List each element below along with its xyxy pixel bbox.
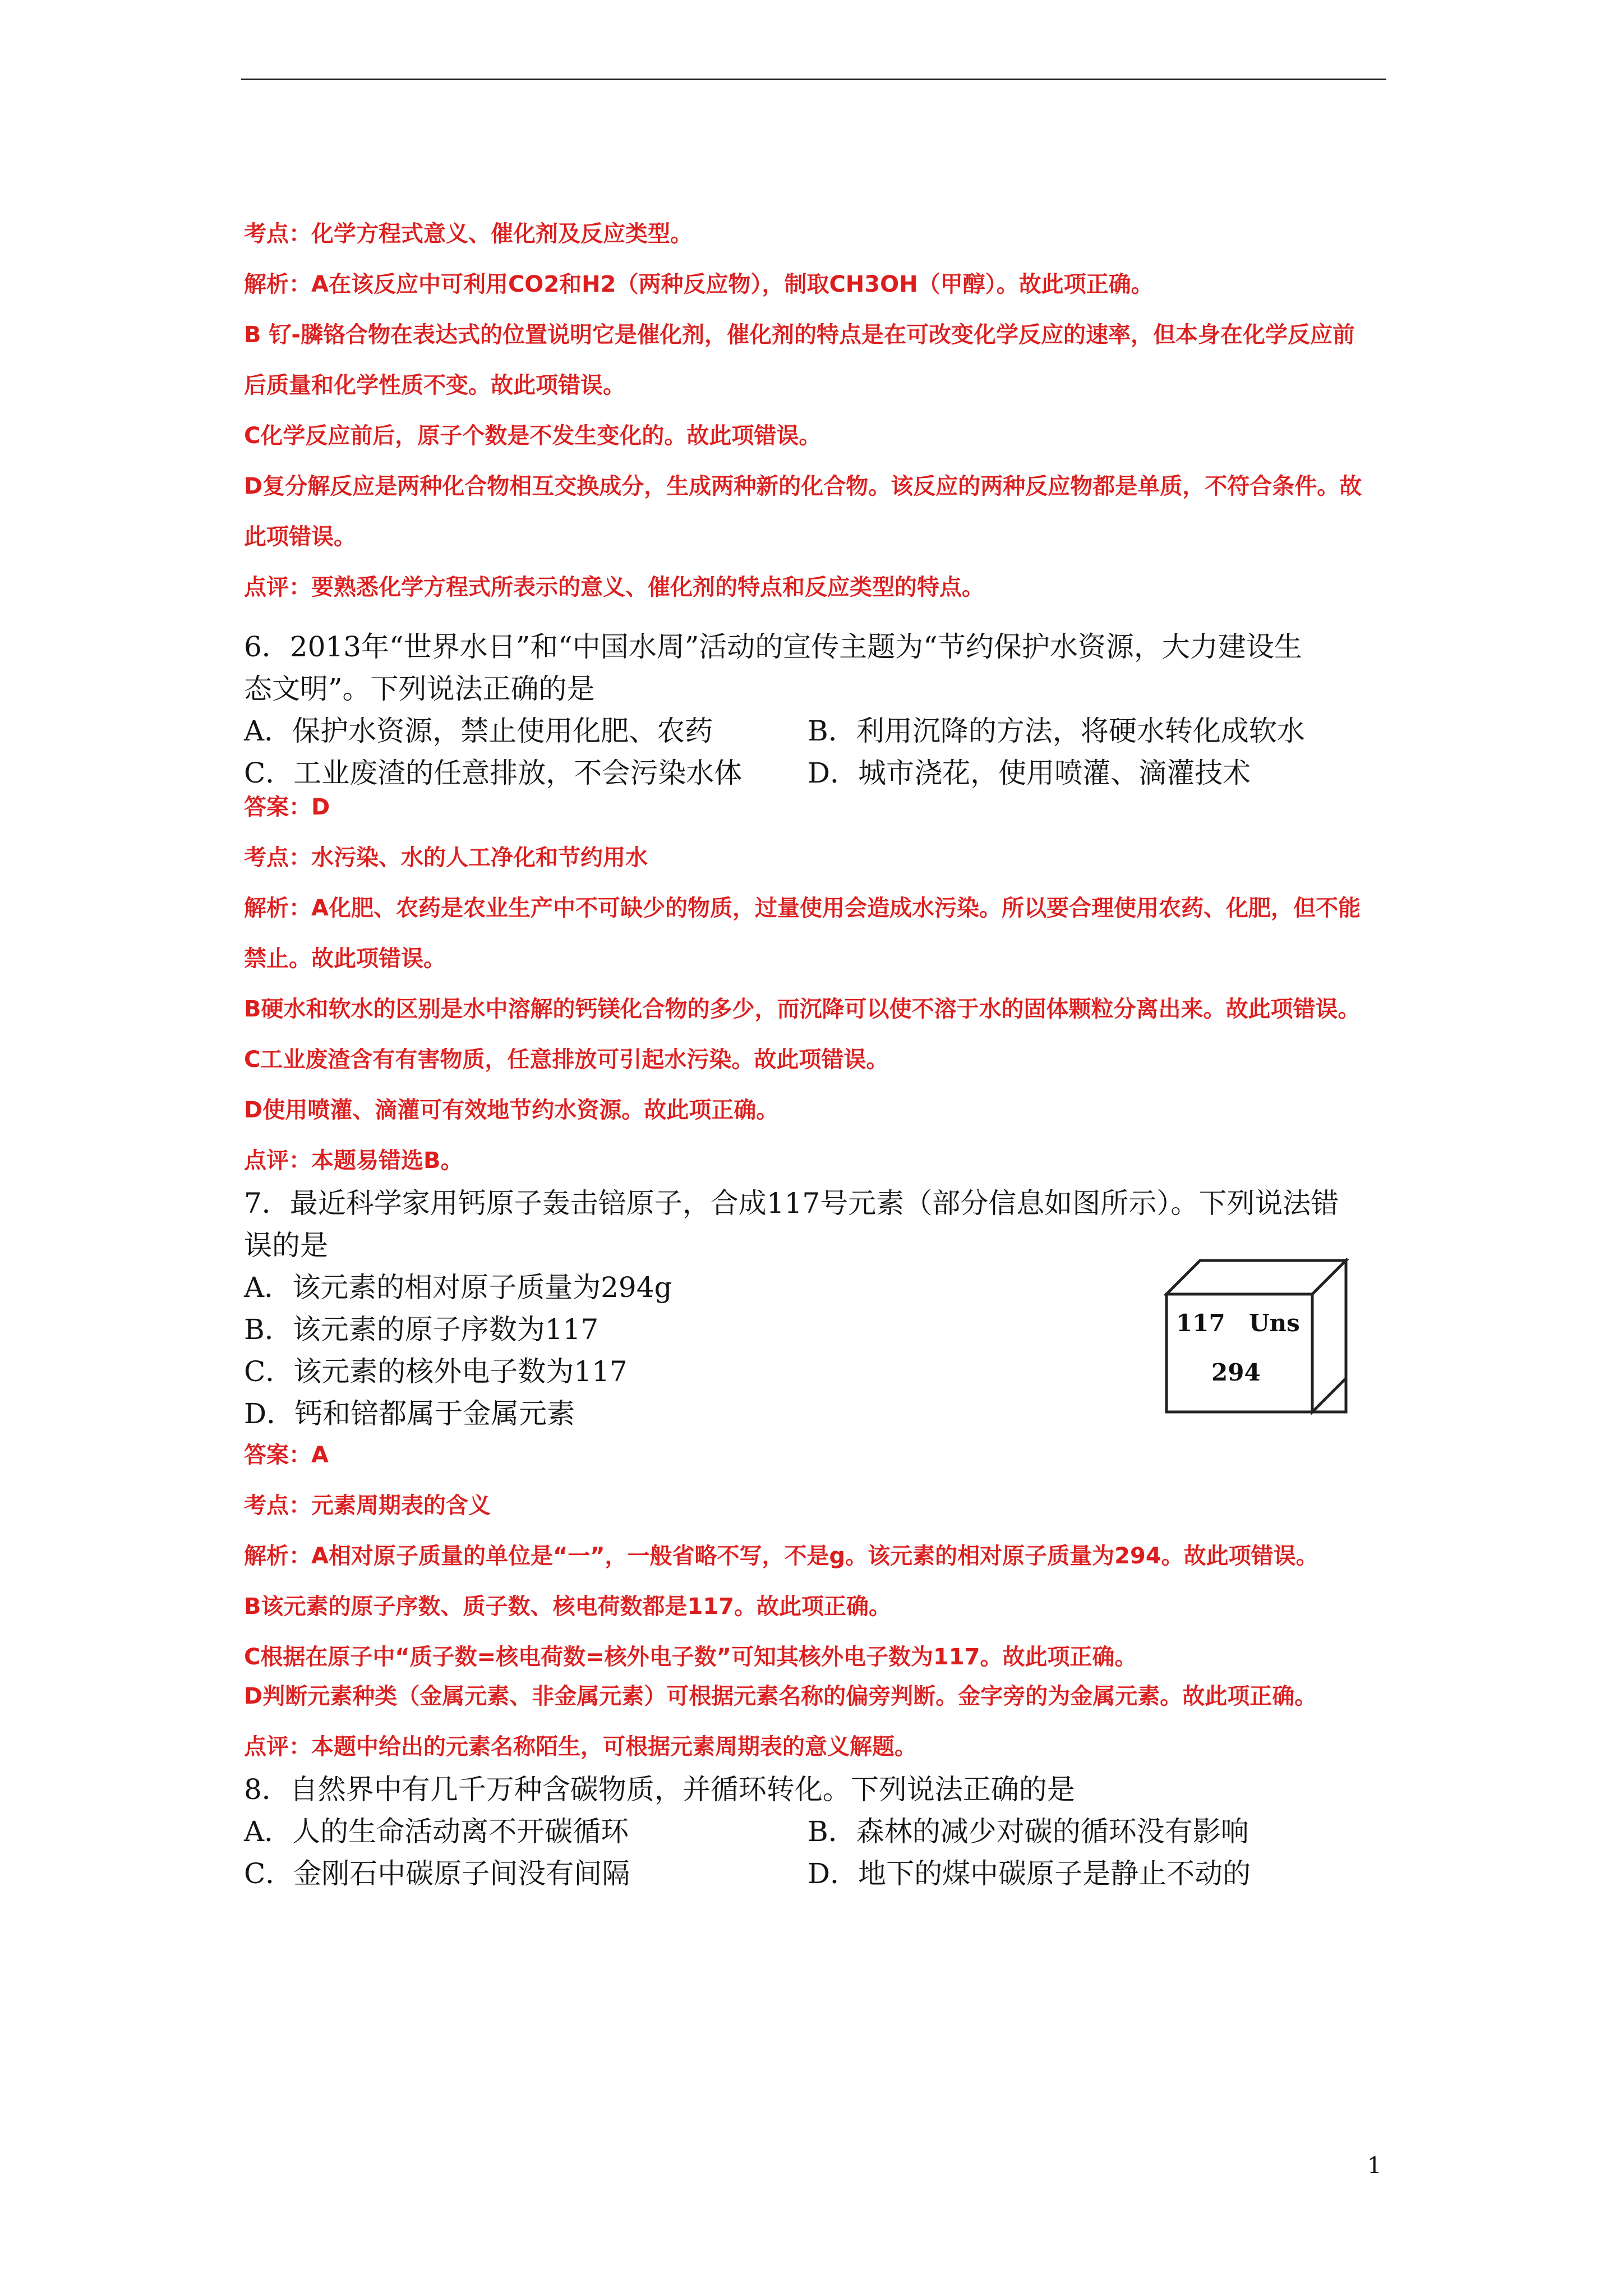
q6-analysis-a-line2: 禁止。故此项错误。 (244, 946, 446, 972)
q5-comment: 点评：要熟悉化学方程式所表示的意义、催化剂的特点和反应类型的特点。 (244, 574, 984, 600)
q7-analysis-c: C根据在原子中“质子数=核电荷数=核外电子数”可知其核外电子数为117。故此项正确。 (244, 1644, 1137, 1670)
q7-analysis-d: D判断元素种类（金属元素、非金属元素）可根据元素名称的偏旁判断。金字旁的为金属元素。故此项正确。 (244, 1683, 1317, 1709)
q6-option-c: C．工业废渣的任意排放，不会污染水体 (244, 757, 743, 789)
q6-point: 考点：水污染、水的人工净化和节约用水 (244, 845, 648, 871)
q8-stem: 8．自然界中有几千万种含碳物质，并循环转化。下列说法正确的是 (244, 1773, 1075, 1806)
element-atomic-number: 117 (1176, 1309, 1225, 1337)
q7-option-b: B．该元素的原子序数为117 (244, 1313, 599, 1346)
q6-stem-line1: 6．2013年“世界水日”和“中国水周”活动的宣传主题为“节约保护水资源，大力建设生 (244, 631, 1302, 663)
q6-option-a: A．保护水资源，禁止使用化肥、农药 (244, 715, 713, 747)
q8-option-d: D．地下的煤中碳原子是静止不动的 (808, 1857, 1251, 1890)
q7-option-c: C．该元素的核外电子数为117 (244, 1355, 628, 1388)
q5-analysis-b-line2: 后质量和化学性质不变。故此项错误。 (244, 372, 625, 398)
element-cell-figure (1164, 1258, 1349, 1415)
q7-option-d: D．钙和锫都属于金属元素 (244, 1397, 575, 1430)
q5-analysis-a: 解析：A在该反应中可利用CO2和H2（两种反应物），制取CH3OH（甲醇）。故此项正确。 (244, 272, 1154, 297)
q6-comment: 点评：本题易错选B。 (244, 1148, 463, 1174)
q7-stem-line1: 7．最近科学家用钙原子轰击锫原子，合成117号元素（部分信息如图所示）。下列说法错 (244, 1187, 1339, 1220)
q7-answer: 答案：A (244, 1442, 329, 1468)
header-rule (241, 79, 1386, 80)
q5-point: 考点：化学方程式意义、催化剂及反应类型。 (244, 221, 693, 247)
q8-option-a: A．人的生命活动离不开碳循环 (244, 1815, 629, 1848)
q5-analysis-d-line1: D复分解反应是两种化合物相互交换成分，生成两种新的化合物。该反应的两种反应物都是单质，不符合条件。故 (244, 473, 1362, 499)
q7-stem-line2: 误的是 (244, 1229, 328, 1262)
q6-analysis-c: C工业废渣含有有害物质，任意排放可引起水污染。故此项错误。 (244, 1047, 889, 1073)
element-atomic-mass: 294 (1211, 1359, 1261, 1386)
q6-option-b: B．利用沉降的方法，将硬水转化成软水 (808, 715, 1305, 747)
q5-analysis-c: C化学反应前后，原子个数是不发生变化的。故此项错误。 (244, 423, 822, 449)
q8-option-b: B．森林的减少对碳的循环没有影响 (808, 1815, 1249, 1848)
q7-option-a: A．该元素的相对原子质量为294g (244, 1271, 672, 1304)
element-symbol: Uns (1249, 1309, 1300, 1337)
q6-stem-line2: 态文明”。下列说法正确的是 (244, 673, 595, 705)
q7-analysis-a: 解析：A相对原子质量的单位是“一”，一般省略不写，不是g。该元素的相对原子质量为294。故此项错误。 (244, 1543, 1318, 1569)
page-number: 1 (1367, 2153, 1382, 2179)
q5-analysis-b-line1: B 钌-膦铬合物在表达式的位置说明它是催化剂，催化剂的特点是在可改变化学反应的速率，但本身在化学反应前 (244, 322, 1355, 348)
q6-analysis-b: B硬水和软水的区别是水中溶解的钙镁化合物的多少，而沉降可以使不溶于水的固体颗粒分离出来。故此项错误。 (244, 996, 1361, 1022)
q6-analysis-a-line1: 解析：A化肥、农药是农业生产中不可缺少的物质，过量使用会造成水污染。所以要合理使用农药、化肥，但不能 (244, 895, 1361, 921)
q7-point: 考点：元素周期表的含义 (244, 1493, 491, 1519)
q5-analysis-d-line2: 此项错误。 (244, 524, 356, 550)
q7-comment: 点评：本题中给出的元素名称陌生，可根据元素周期表的意义解题。 (244, 1734, 917, 1760)
q8-option-c: C．金刚石中碳原子间没有间隔 (244, 1857, 630, 1890)
q7-analysis-b: B该元素的原子序数、质子数、核电荷数都是117。故此项正确。 (244, 1594, 891, 1619)
q6-option-d: D．城市浇花，使用喷灌、滴灌技术 (808, 757, 1251, 789)
q6-analysis-d: D使用喷灌、滴灌可有效地节约水资源。故此项正确。 (244, 1097, 779, 1123)
q6-answer: 答案：D (244, 794, 330, 820)
